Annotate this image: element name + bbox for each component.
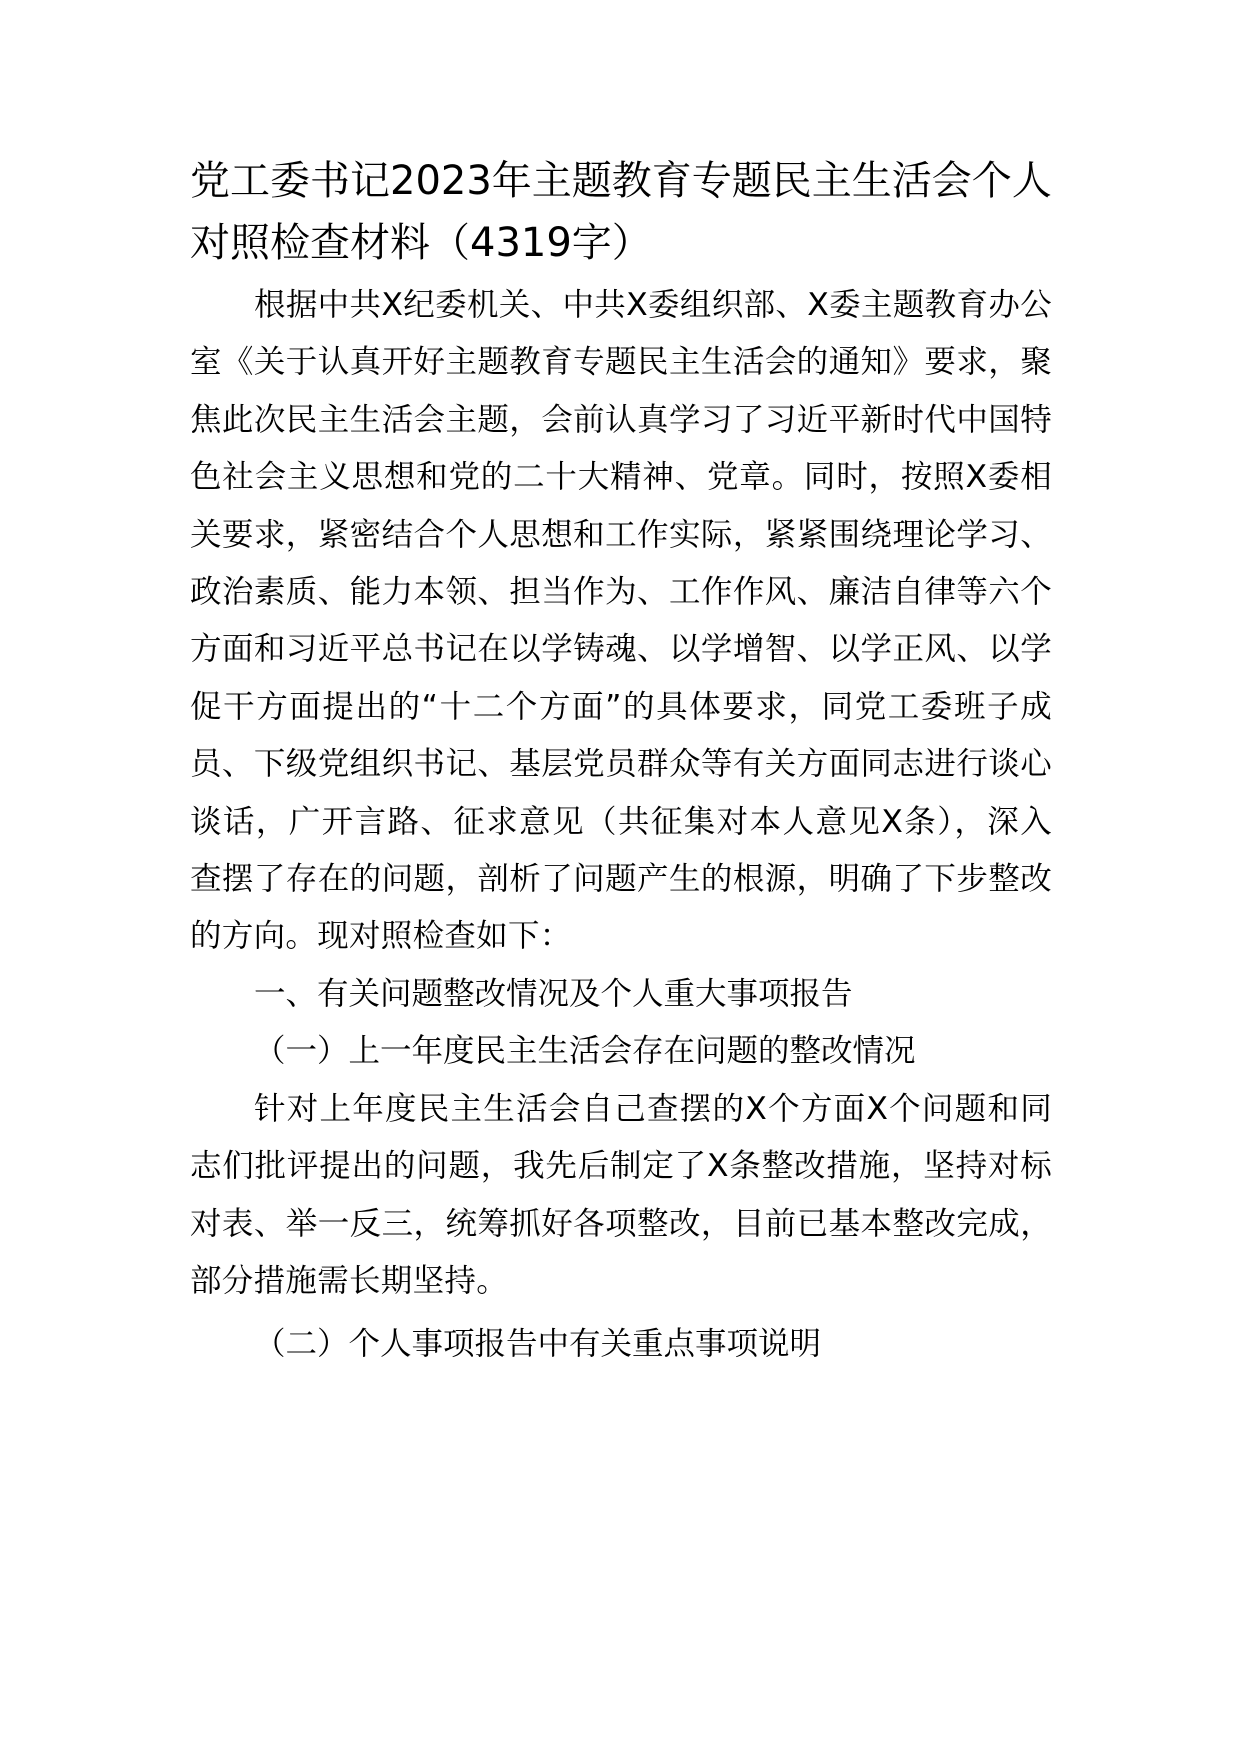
rectification-paragraph: 针对上年度民主生活会自己查摆的X个方面X个问题和同志们批评提出的问题，我先后制定了X条整改措施，坚持对标对表、举一反三，统筹抓好各项整改，目前已基本整改完成，部分措施需长期坚持。 — [190, 1090, 1052, 1299]
intro-paragraph: 根据中共X纪委机关、中共X委组织部、X委主题教育办公室《关于认真开好主题教育专题民主生活会的通知》要求，聚焦此次民主生活会主题，会前认真学习了习近平新时代中国特色社会主义思想和党的二十大精神、党章。同时，按照X委相关要求，紧密结合个人思想和工作实际，紧紧围绕理论学习、政治素质、能力本领、担当作为、工作作风、廉洁自律等六个方面和习近平总书记在以学铸魂、以学增智、以学正风、以学促干方面提出的“十二个方面”的具体要求，同党工委班子成员、下级党组织书记、基层党员群众等有关方面同志进行谈心谈话，广开言路、征求意见（共征集对本人意见X条），深入查摆了存在的问题，剖析了问题产生的根源，明确了下步整改的方向。现对照检查如下： — [190, 287, 1052, 955]
section-heading-1: 一、有关问题整改情况及个人重大事项报告 — [254, 975, 853, 1012]
document-body — [190, 277, 1052, 1374]
subsection-heading-1: （一）上一年度民主生活会存在问题的整改情况 — [254, 1033, 916, 1070]
subsection-heading-2: （二）个人事项报告中有关重点事项说明 — [254, 1326, 822, 1363]
document-title: 党工委书记2023年主题教育专题民主生活会个人对照检查材料（4319字） — [190, 158, 1052, 266]
document-page — [190, 150, 1052, 1374]
